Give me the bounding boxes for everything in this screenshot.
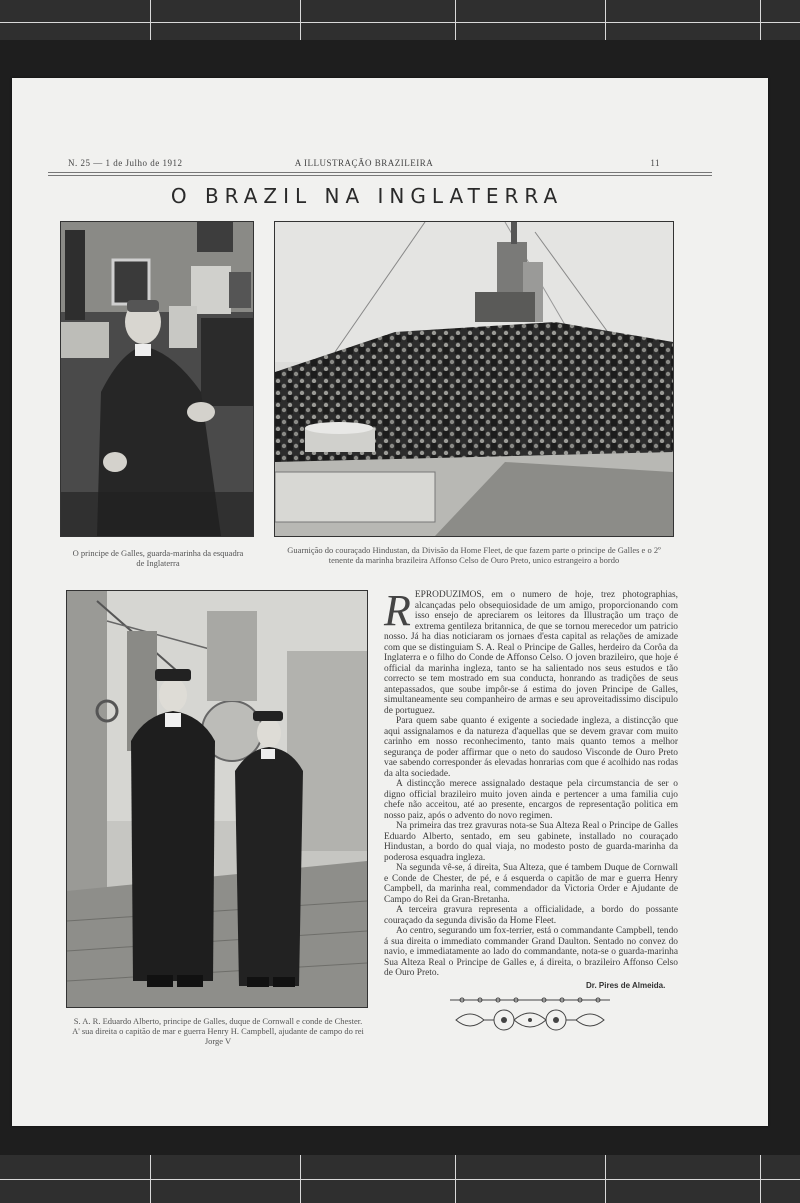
dropcap: R: [384, 586, 411, 635]
magazine-name: A ILLUSTRAÇÃO BRAZILEIRA: [294, 158, 434, 168]
page-title: O BRAZIL NA INGLATERRA: [170, 184, 564, 208]
author-signature: Dr. Pires de Almeida.: [586, 981, 666, 990]
header-rule-double: [48, 175, 712, 176]
article-paragraph-4: Na primeira das trez gravuras nota-se Sua Alteza Real o Principe de Galles Eduardo Alberto, sentado, em seu gabinete, installado no couraçado Hindustan, a bordo do qual viaja, no modesto posto de guarda-marinha da poderosa esquadra ingleza.: [384, 821, 678, 863]
caption-photo-3: S. A. R. Eduardo Alberto, principe de Galles, duque de Cornwall e conde de Chester. A' sua direita o capitão de mar e guerra Henry H. Campbell, ajudante de campo do rei Jorge V: [72, 1016, 364, 1046]
article-paragraph-5: Na segunda vê-se, á direita, Sua Alteza, que é tambem Duque de Cornwall e Conde de Chester, de pé, e á esquerda o capitão de mar e guerra Henry Campbell, da marinha real, commendador da Victoria Order e Ajudante de Campo do Rei da Gran-Bretanha.: [384, 863, 678, 905]
photo-prince-seated: [60, 221, 254, 537]
photo-ship-crew: [274, 221, 674, 537]
running-head: [68, 158, 660, 170]
floral-ornament-icon: [446, 992, 614, 1036]
caption-photo-1: O principe de Galles, guarda-marinha da esquadra de Inglaterra: [72, 548, 244, 568]
page-number: 11: [650, 158, 660, 168]
issue-date: N. 25 — 1 de Julho de 1912: [68, 158, 183, 168]
article-paragraph-2: Para quem sabe quanto é exigente a sociedade ingleza, a distincção que aqui assignalamos e da natureza d'aquellas que se devem gravar com muito carinho em nosso reconhecimento, tanto mais quanto temos a melhor segurança de poder affirmar que o neto do saudoso Visconde de Ouro Preto vae sabendo corresponder ás elevadas honrarias com que é acolhido nas rodas da alta sociedade.: [384, 716, 678, 779]
header-rule: [48, 172, 712, 173]
article-paragraph-6: A terceira gravura representa a officialidade, a bordo do possante couraçado da segunda divisão da Home Fleet.: [384, 905, 678, 926]
cutting-mat-bottom: [0, 1155, 800, 1203]
article-paragraph-3: A distincção merece assignalado destaque pela circumstancia de ser o digno official brazileiro muito joven ainda e pertencer a uma familia cujo chefe não acceitou, até ao presente, encargos de representação politica em nosso paiz, após o advento do novo regimen.: [384, 779, 678, 821]
photo-prince-and-captain: [66, 590, 368, 1008]
article-body: [384, 586, 678, 990]
article-paragraph-7: Ao centro, segurando um fox-terrier, está o commandante Campbell, tendo á sua direita o immediato commander Grand Daulton. Sentado no convez do navio, e immediatamente ao lado do commandante, nota-se o guarda-marinha Sua Alteza Real o Principe de Galles e, á direita, o brazileiro Affonso Celso de Ouro Preto.: [384, 926, 678, 978]
article-paragraph-1: REPRODUZIMOS, em o numero de hoje, trez photographias, alcançadas pelo obsequiosidade de um amigo, proporcionando com isso ensejo de apreciarem os leitores da Illustração um traço de extrema gentileza britannica, de que se tornou merecedor um patricio nosso. Já ha dias noticiaram os jornaes d'esta capital as relações de amizade com que se distinguiam S. A. Real o Principe de Galles, herdeiro da Corôa da Inglaterra e o filho do Conde de Affonso Celso. O joven brazileiro, que hoje é official da marinha ingleza, tanto se ha salientado nos seus estudos e tão correcto se tem mostrado em sua conducta, honrando as tradições de seus antepassados, que soube impôr-se á estima do joven Principe de Galles, simultaneamente seu companheiro de armas e seu aproveitadissimo discipulo de portuguez.: [384, 586, 678, 716]
caption-photo-2: Guarnição do couraçado Hindustan, da Divisão da Home Fleet, de que fazem parte o principe de Galles e o 2º tenente da marinha brazileira Affonso Celso de Ouro Preto, unico estrangeiro a bordo: [287, 545, 661, 565]
